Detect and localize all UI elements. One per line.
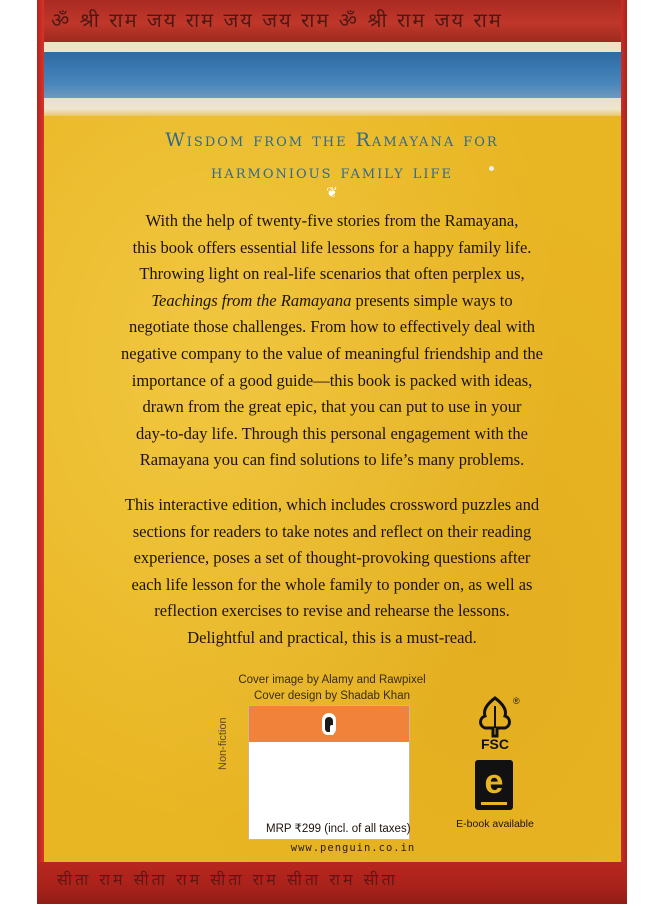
blurb-paragraph-1 bbox=[59, 208, 605, 474]
blurb-line: With the help of twenty-five stories from the Ramayana, bbox=[145, 211, 519, 230]
cover-design-credit: Cover design by Shadab Khan bbox=[254, 690, 410, 702]
penguin-belly bbox=[330, 725, 334, 735]
blurb-line: experience, poses a set of thought-provoking questions after bbox=[133, 548, 531, 568]
blurb-line: this book offers essential life lessons for a happy family life. bbox=[132, 237, 532, 257]
price-label: MRP ₹299 (incl. of all taxes) bbox=[266, 823, 411, 835]
book-back-cover bbox=[37, 0, 627, 904]
blurb-line: reflection exercises to revise and rehearse the lessons. bbox=[154, 601, 510, 621]
fsc-label: FSC bbox=[481, 736, 509, 752]
tagline-heading bbox=[37, 124, 627, 188]
blurb-paragraph-2 bbox=[59, 492, 605, 652]
blurb-line bbox=[59, 288, 605, 315]
blurb-line: Ramayana you can find solutions to life’s many problems. bbox=[139, 450, 525, 470]
blurb-line: This interactive edition, which includes crossword puzzles and bbox=[124, 494, 540, 514]
publisher-strip bbox=[249, 706, 409, 742]
blurb-line-rest: presents simple ways to bbox=[351, 290, 513, 310]
cover-credits bbox=[217, 672, 447, 704]
publisher-website: www.penguin.co.in bbox=[290, 842, 416, 854]
blurb-line: Throwing light on real-life scenarios that often perplex us, bbox=[139, 264, 525, 284]
bottom-script-decoration: सीता राम सीता राम सीता राम सीता राम सीता bbox=[57, 870, 398, 889]
blurb bbox=[59, 208, 605, 652]
tagline-line-1: Wisdom from the Ramayana for bbox=[165, 129, 499, 151]
price-barcode-box bbox=[248, 705, 410, 840]
ebook-icon bbox=[475, 760, 513, 810]
cream-stripe-bottom bbox=[37, 98, 627, 116]
penguin-body bbox=[325, 717, 333, 732]
blurb-line: importance of a good guide—this book is packed with ideas, bbox=[131, 370, 533, 390]
blurb-line: negative company to the value of meaningful friendship and the bbox=[121, 343, 543, 363]
ebook-pages-line bbox=[481, 802, 507, 805]
blurb-line: drawn from the great epic, that you can put to use in your bbox=[142, 397, 522, 417]
ebook-letter: e bbox=[484, 763, 504, 801]
category-label: Non-fiction bbox=[217, 717, 229, 770]
flourish-icon: ❦ bbox=[326, 185, 338, 201]
blurb-line: day-to-day life. Through this personal engagement with the bbox=[136, 423, 528, 443]
blurb-line: negotiate those challenges. From how to effectively deal with bbox=[128, 317, 536, 337]
fsc-registered-mark: ® bbox=[513, 696, 520, 706]
blurb-line: each life lesson for the whole family to ponder on, as well as bbox=[131, 574, 533, 594]
decorative-dot bbox=[489, 166, 494, 171]
blurb-line: sections for readers to take notes and reflect on their reading bbox=[132, 521, 532, 541]
blue-decorative-band bbox=[37, 52, 627, 98]
top-decorative-band bbox=[37, 0, 627, 42]
penguin-logo-icon bbox=[322, 713, 336, 735]
cover-image-credit: Cover image by Alamy and Rawpixel bbox=[238, 674, 426, 686]
tagline-line-2: harmonious family life bbox=[211, 161, 453, 183]
book-title-italic: Teachings from the Ramayana bbox=[151, 290, 352, 310]
blurb-line: Delightful and practical, this is a must-read. bbox=[187, 627, 477, 647]
cream-stripe-top bbox=[37, 42, 627, 52]
ebook-label: E-book available bbox=[456, 818, 534, 830]
top-script-decoration: ॐ श्री राम जय राम जय जय राम ॐ श्री राम जय राम bbox=[51, 8, 503, 32]
